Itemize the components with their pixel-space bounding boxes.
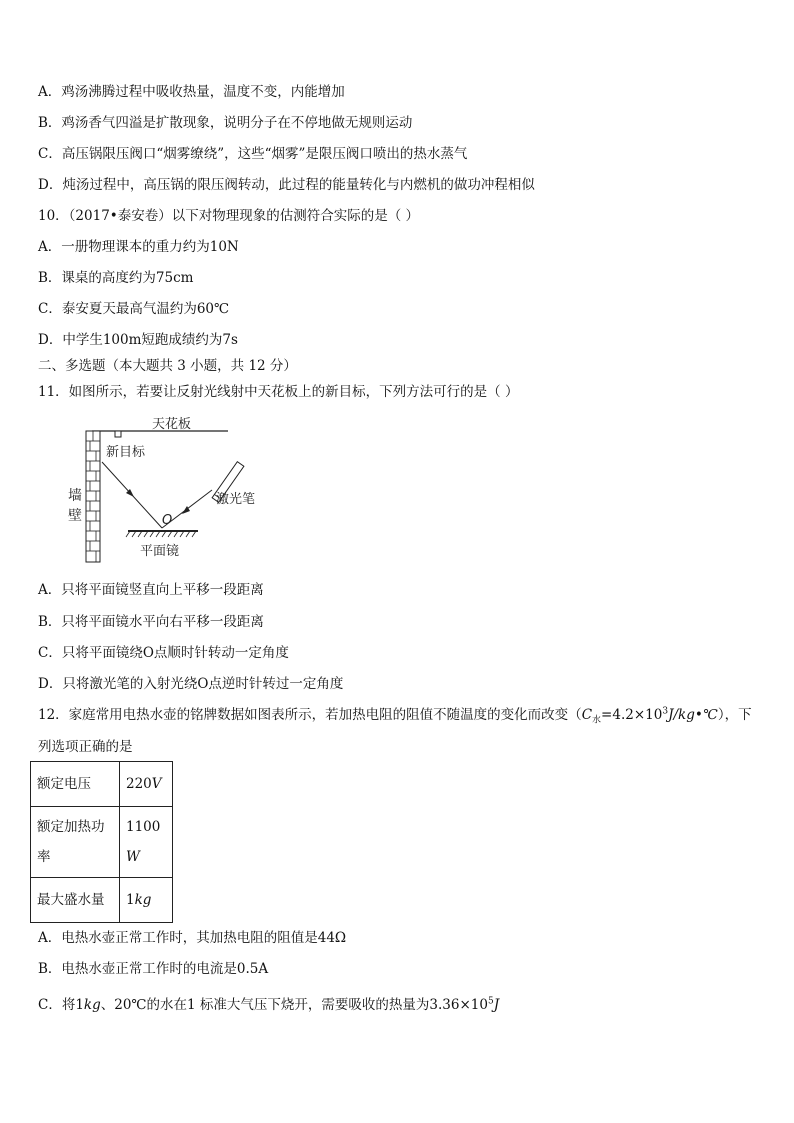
table-value-cell (120, 878, 173, 923)
table-row (31, 878, 173, 923)
q10-option-c: C．泰安夏天最高气温约为60℃ (38, 301, 230, 317)
max-capacity-value: 1 (126, 892, 135, 908)
q12-c-unit: J/kg•℃ (668, 707, 718, 723)
wall-bricks (86, 431, 100, 562)
nameplate-table (30, 761, 173, 923)
q12-stem-text: 12．家庭常用电热水壶的铭牌数据如图表所示，若加热电阻的阻值不随温度的变化而改变（ (38, 707, 582, 723)
q11-option-d: D．只将激光笔的入射光绕O点逆时针转过一定角度 (38, 676, 344, 692)
laser-label: 激光笔 (216, 492, 256, 507)
q12-c-exponent: 3 (662, 706, 669, 717)
q12-c-symbol: C (581, 707, 593, 723)
q12-option-c-exponent: 5 (487, 996, 494, 1007)
table-row (31, 807, 173, 878)
q12-option-a: A．电热水壶正常工作时，其加热电阻的阻值是44Ω (38, 930, 347, 946)
q9-option-c: C．高压锅限压阀口“烟雾缭绕”，这些“烟雾”是限压阀口喷出的热水蒸气 (38, 146, 468, 162)
q10-option-a: A．一册物理课本的重力约为10N (38, 239, 239, 255)
q10-stem: 10．（2017•泰安卷）以下对物理现象的估测符合实际的是（ ） (38, 208, 420, 224)
q10-option-d: D．中学生100m短跑成绩约为7s (38, 332, 238, 348)
point-o-label: O (162, 513, 173, 528)
q12-option-b: B．电热水壶正常工作时的电流是0.5A (38, 961, 269, 977)
q12-c-subscript: 水 (592, 715, 602, 726)
table-key-cell (31, 878, 120, 923)
table-key-cell (31, 762, 120, 807)
rated-power-label-1: 额定加热功 (37, 819, 105, 835)
q12-stem-line1 (38, 706, 752, 724)
rated-power-label-2: 率 (37, 849, 51, 865)
section-heading: 二、多选题（本大题共 3 小题，共 12 分） (38, 358, 297, 374)
q12-stem-tail: ），下 (717, 707, 752, 723)
rated-voltage-label: 额定电压 (37, 776, 91, 792)
table-key-cell (31, 807, 120, 878)
q11-option-a: A．只将平面镜竖直向上平移一段距离 (38, 582, 264, 598)
mirror-reflection-diagram (60, 410, 256, 570)
q12-option-c (38, 996, 499, 1014)
q9-option-b: B．鸡汤香气四溢是扩散现象，说明分子在不停地做无规则运动 (38, 115, 413, 131)
wall-label-2: 壁 (68, 508, 82, 524)
q12-option-c-kg: kg (83, 997, 101, 1013)
q9-option-d: D．炖汤过程中，高压锅的限压阀转动，此过程的能量转化与内燃机的做功冲程相似 (38, 177, 535, 193)
rated-power-value: 1100 (126, 819, 161, 835)
ceiling-label: 天花板 (152, 417, 192, 432)
q11-option-c: C．只将平面镜绕O点顺时针转动一定角度 (38, 645, 289, 661)
mirror-label: 平面镜 (140, 544, 180, 559)
q10-option-b: B．课桌的高度约为75cm (38, 270, 194, 286)
rated-voltage-unit: V (151, 776, 162, 792)
q12-c-value: =4.2×10 (601, 707, 663, 723)
new-target-marker (115, 431, 121, 437)
q9-option-a: A．鸡汤沸腾过程中吸收热量，温度不变，内能增加 (38, 84, 345, 100)
new-target-label: 新目标 (106, 445, 146, 460)
max-capacity-label: 最大盛水量 (37, 892, 105, 908)
wall-label-1: 墙 (68, 488, 82, 504)
q12-stem-line2: 列选项正确的是 (38, 739, 133, 755)
q11-stem: 11．如图所示，若要让反射光线射中天花板上的新目标，下列方法可行的是（ ） (38, 384, 519, 400)
rated-voltage-value: 220 (126, 776, 152, 792)
q12-option-c-text-2: 、20℃的水在1 标准大气压下烧开，需要吸收的热量为3.36×10 (100, 997, 488, 1013)
table-row (31, 762, 173, 807)
rated-power-unit: W (126, 849, 140, 865)
table-value-cell (120, 762, 173, 807)
table-value-cell (120, 807, 173, 878)
q12-option-c-text-1: C．将1 (38, 997, 84, 1013)
max-capacity-unit: kg (134, 892, 152, 908)
q11-option-b: B．只将平面镜水平向右平移一段距离 (38, 614, 264, 630)
q12-option-c-unit: J (493, 997, 500, 1013)
